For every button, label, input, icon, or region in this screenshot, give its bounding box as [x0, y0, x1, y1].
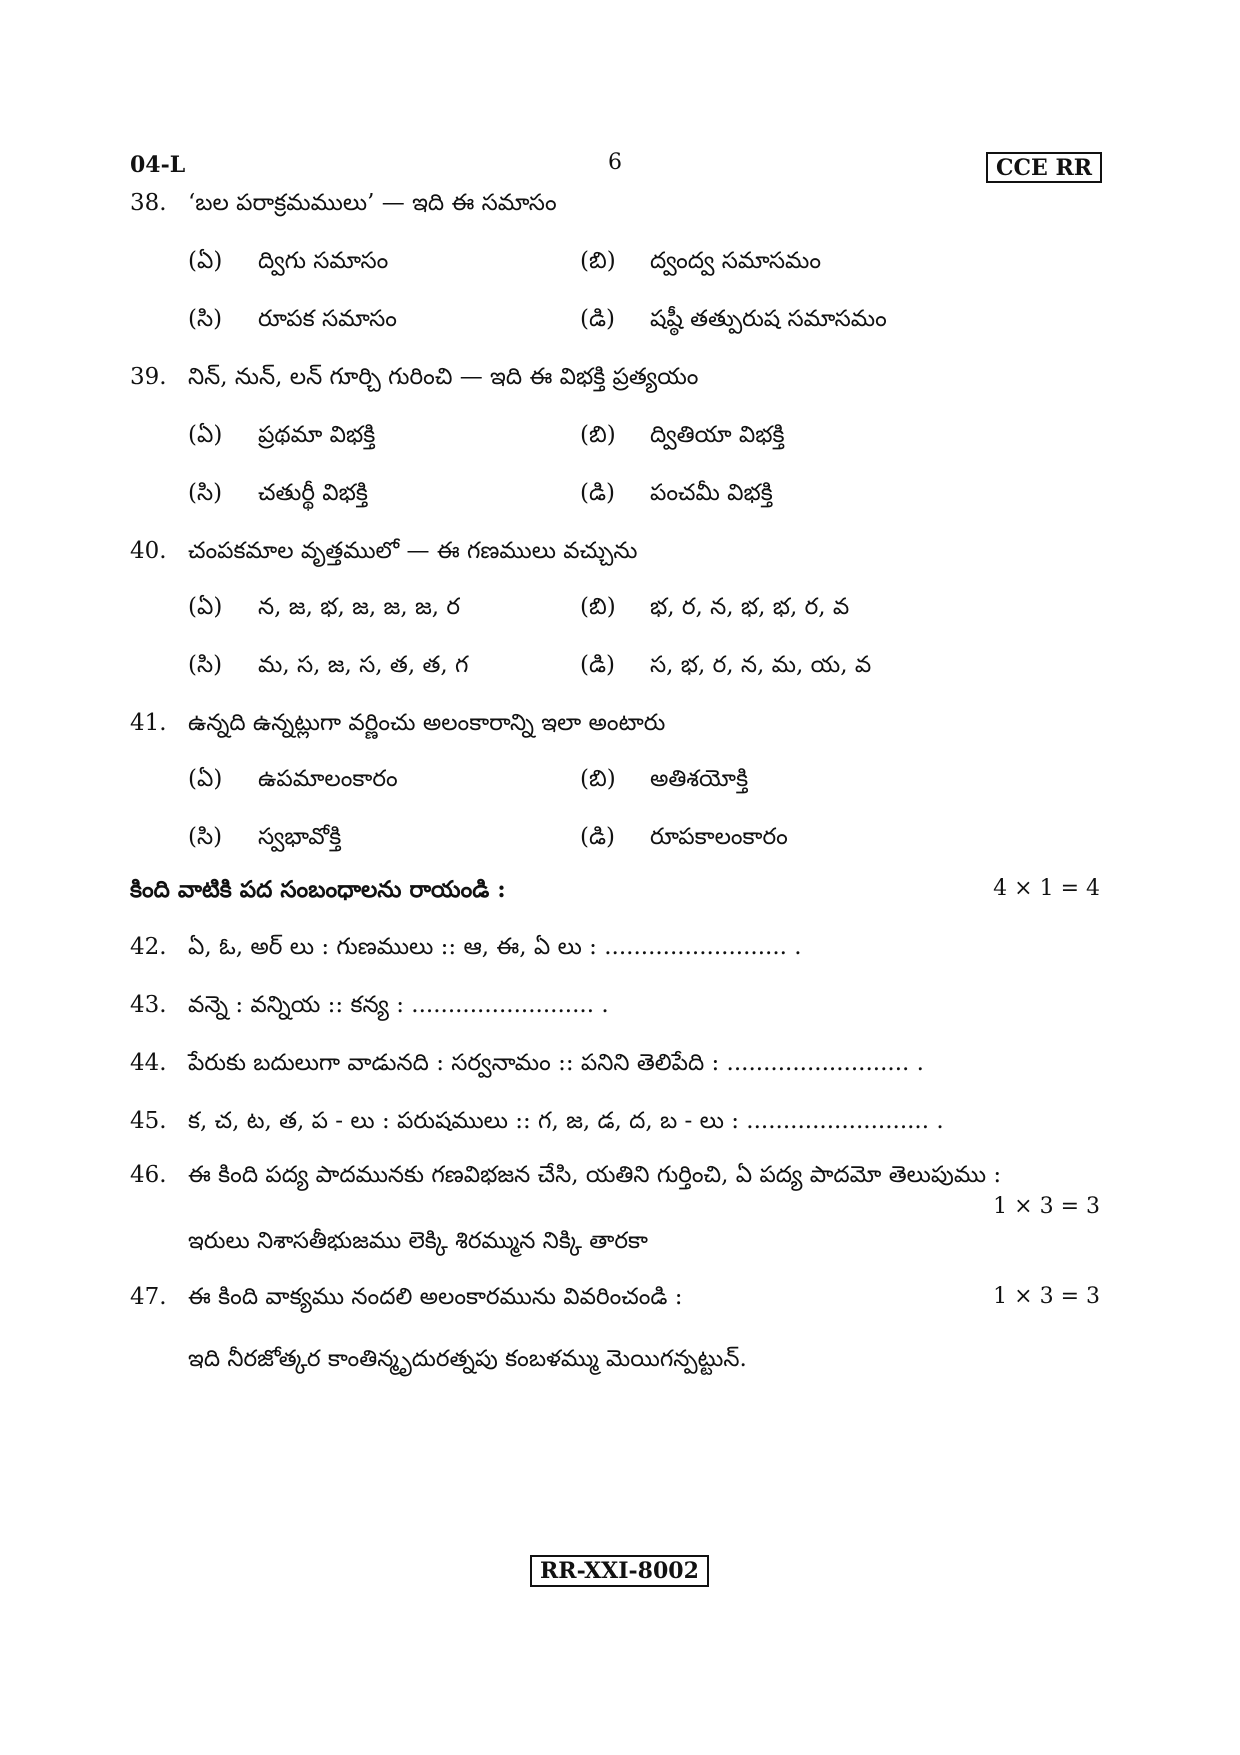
- q40-option-c: [188, 652, 468, 684]
- option-text: అతిశయోక్తి: [650, 766, 749, 792]
- option-text: ద్వంద్వ సమాసమం: [650, 248, 821, 274]
- question-number: 39.: [130, 364, 167, 390]
- option-text: రూపక సమాసం: [258, 306, 397, 332]
- question-text: ఈ కింది వాక్యము నందలి అలంకారమును వివరించండి :: [188, 1284, 683, 1310]
- section-heading: కింది వాటికి పద సంబంధాలను రాయండి :: [130, 876, 506, 903]
- paper-code: 04-L: [130, 152, 186, 178]
- q38-option-b: [580, 248, 821, 280]
- option-label: (బి): [580, 248, 616, 274]
- question-number: 44.: [130, 1050, 167, 1076]
- question-text: నిన్, నున్, లన్ గూర్చి గురించి — ఇది ఈ విభక్తి ప్రత్యయం: [188, 364, 699, 390]
- option-text: స, భ, ర, న, మ, య, వ: [650, 652, 872, 678]
- option-text: ద్విగు సమాసం: [258, 248, 389, 274]
- page-number: 6: [608, 150, 622, 175]
- question-number: 46.: [130, 1162, 167, 1188]
- option-text: న, జ, భ, జ, జ, జ, ర: [258, 594, 461, 620]
- option-label: (డి): [580, 824, 615, 850]
- q41-option-d: [580, 824, 788, 856]
- option-label: (ఏ): [188, 422, 223, 448]
- q40-option-a: [188, 594, 460, 626]
- option-label: (బి): [580, 594, 616, 620]
- series-box: CCE RR: [986, 152, 1102, 183]
- question-44: [130, 1050, 924, 1082]
- question-text: వన్నె : వన్నియ :: కన్య : ......................... .: [188, 992, 609, 1018]
- option-text: మ, స, జ, స, త, త, గ: [258, 652, 469, 678]
- question-number: 42.: [130, 934, 167, 960]
- q41-option-c: [188, 824, 341, 856]
- question-text: ఈ కింది పద్య పాదమునకు గణవిభజన చేసి, యతిని గుర్తించి, ఏ పద్య పాదమో తెలుపుము :: [188, 1162, 1002, 1188]
- option-label: (డి): [580, 480, 615, 506]
- question-45: [130, 1108, 944, 1140]
- option-label: (డి): [580, 652, 615, 678]
- question-number: 41.: [130, 710, 167, 736]
- question-41: [130, 710, 665, 742]
- question-39: [130, 364, 698, 396]
- question-text: పేరుకు బదులుగా వాడునది : సర్వనామం :: పనిని తెలిపేది : ......................... .: [188, 1050, 924, 1076]
- q41-option-a: [188, 766, 398, 798]
- option-text: రూపకాలంకారం: [650, 824, 788, 850]
- option-label: (సి): [188, 480, 223, 506]
- option-text: ద్వితియా విభక్తి: [650, 422, 785, 448]
- q39-option-b: [580, 422, 784, 454]
- option-label: (డి): [580, 306, 615, 332]
- option-text: ప్రథమా విభక్తి: [258, 422, 376, 448]
- option-label: (సి): [188, 652, 223, 678]
- option-text: ఉపమాలంకారం: [258, 766, 398, 792]
- question-42: [130, 934, 802, 966]
- question-43: [130, 992, 609, 1024]
- option-label: (బి): [580, 766, 616, 792]
- q40-option-b: [580, 594, 849, 626]
- option-text: చతుర్థీ విభక్తి: [258, 480, 368, 506]
- q46-marks: 1 × 3 = 3: [993, 1194, 1100, 1219]
- section-marks: 4 × 1 = 4: [993, 876, 1100, 901]
- option-label: (బి): [580, 422, 616, 448]
- q47-marks: 1 × 3 = 3: [993, 1284, 1100, 1309]
- question-38: [130, 190, 557, 222]
- question-text: చంపకమాల వృత్తములో — ఈ గణములు వచ్చును: [188, 538, 638, 564]
- footer-code-box: RR-XXI-8002: [530, 1555, 709, 1587]
- option-text: షష్ఠీ తత్పురుష సమాసమం: [650, 306, 887, 332]
- q38-option-a: [188, 248, 388, 280]
- question-number: 43.: [130, 992, 167, 1018]
- question-number: 47.: [130, 1284, 167, 1310]
- question-40: [130, 538, 638, 570]
- question-46: [130, 1162, 1001, 1194]
- question-number: 38.: [130, 190, 167, 216]
- q38-option-c: [188, 306, 397, 338]
- question-number: 45.: [130, 1108, 167, 1134]
- option-label: (ఏ): [188, 766, 223, 792]
- q39-option-d: [580, 480, 773, 512]
- q39-option-a: [188, 422, 375, 454]
- question-text: ‘బల పరాక్రమములు’ — ఇది ఈ సమాసం: [188, 190, 557, 216]
- question-text: ఏ, ఓ, అర్ లు : గుణములు :: ఆ, ఈ, ఏ లు : ......................... .: [188, 934, 802, 960]
- question-text: క, చ, ట, త, ప - లు : పరుషములు :: గ, జ, డ, ద, బ - లు : ......................... .: [188, 1108, 944, 1134]
- option-text: పంచమీ విభక్తి: [650, 480, 773, 506]
- question-text: ఉన్నది ఉన్నట్లుగా వర్ణించు అలంకారాన్ని ఇలా అంటారు: [188, 710, 666, 736]
- q39-option-c: [188, 480, 368, 512]
- option-label: (ఏ): [188, 248, 223, 274]
- option-label: (ఏ): [188, 594, 223, 620]
- q40-option-d: [580, 652, 871, 684]
- question-number: 40.: [130, 538, 167, 564]
- q47-sentence: ఇది నీరజోత్కర కాంతిన్మృదురత్నపు కంబళమ్ము మెయిగన్పట్టున్.: [188, 1346, 747, 1372]
- q46-verse: ఇరులు నిశాసతీభుజము లెక్కి శిరమ్మున నిక్కి తారకా: [188, 1228, 648, 1254]
- q41-option-b: [580, 766, 748, 798]
- option-label: (సి): [188, 306, 223, 332]
- option-text: భ, ర, న, భ, భ, ర, వ: [650, 594, 850, 620]
- q38-option-d: [580, 306, 887, 338]
- option-label: (సి): [188, 824, 223, 850]
- option-text: స్వభావోక్తి: [258, 824, 342, 850]
- question-47: [130, 1284, 683, 1316]
